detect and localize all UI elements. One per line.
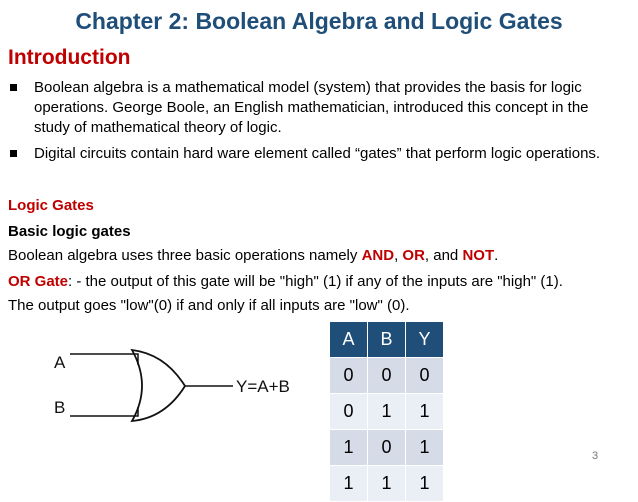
or-gate-description: [8, 272, 633, 292]
or-gate-symbol: [132, 350, 185, 421]
introduction-heading: Introduction: [8, 46, 131, 69]
header-y: Y: [406, 322, 444, 358]
table-cell: 0: [406, 358, 444, 394]
bullet-item: [8, 144, 628, 164]
table-cell: 0: [368, 358, 406, 394]
or-keyword: OR: [402, 247, 425, 264]
bullet-square-icon: [10, 150, 17, 157]
truth-table: [329, 322, 444, 502]
header-b: B: [368, 322, 406, 358]
table-row: [330, 394, 444, 430]
operations-suffix: .: [494, 247, 499, 264]
table-cell: 1: [406, 394, 444, 430]
table-row: [330, 466, 444, 502]
operations-prefix: Boolean algebra uses three basic operations namely: [8, 247, 362, 264]
or-gate-label: OR Gate: [8, 273, 69, 290]
table-cell: 1: [368, 466, 406, 502]
and-keyword: AND: [361, 247, 395, 264]
table-row: [330, 358, 444, 394]
operations-sep1: ,: [394, 247, 403, 264]
operations-line: [8, 246, 633, 266]
output-label: Y=A+B: [236, 377, 290, 396]
bullet-list: [8, 78, 628, 170]
input-a-label: A: [54, 353, 66, 372]
bullet-text: Digital circuits contain hard ware element called “gates” that perform logic operations.: [34, 145, 601, 162]
table-cell: 1: [330, 430, 368, 466]
bullet-square-icon: [10, 84, 17, 91]
bullet-item: [8, 78, 628, 138]
logic-gates-heading: Logic Gates: [8, 197, 94, 214]
input-b-wire: [70, 407, 138, 416]
table-cell: 0: [330, 394, 368, 430]
table-row: [330, 430, 444, 466]
bullet-text: Boolean algebra is a mathematical model (system) that provides the basis for logic operations. George Boole, an English mathematician, introduced this concept in the study of mathematical theory of logic.: [34, 79, 589, 136]
not-keyword: NOT: [462, 247, 495, 264]
operations-sep2: , and: [424, 247, 463, 264]
truth-table-header: [330, 322, 444, 358]
table-cell: 1: [368, 394, 406, 430]
or-gate-diagram: [40, 335, 310, 435]
table-cell: 0: [368, 430, 406, 466]
input-b-label: B: [54, 398, 66, 417]
table-cell: 1: [330, 466, 368, 502]
table-cell: 1: [406, 466, 444, 502]
basic-logic-gates-heading: Basic logic gates: [8, 223, 131, 240]
page-number: 3: [592, 450, 599, 462]
header-a: A: [330, 322, 368, 358]
or-gate-text-2: The output goes "low"(0) if and only if all inputs are "low" (0).: [8, 297, 410, 314]
table-cell: 0: [330, 358, 368, 394]
input-a-wire: [70, 354, 138, 365]
table-cell: 1: [406, 430, 444, 466]
slide-title: Chapter 2: Boolean Algebra and Logic Gates: [75, 8, 563, 34]
or-gate-text-1: : - the output of this gate will be "high" (1) if any of the inputs are "high" (1).: [68, 273, 563, 290]
